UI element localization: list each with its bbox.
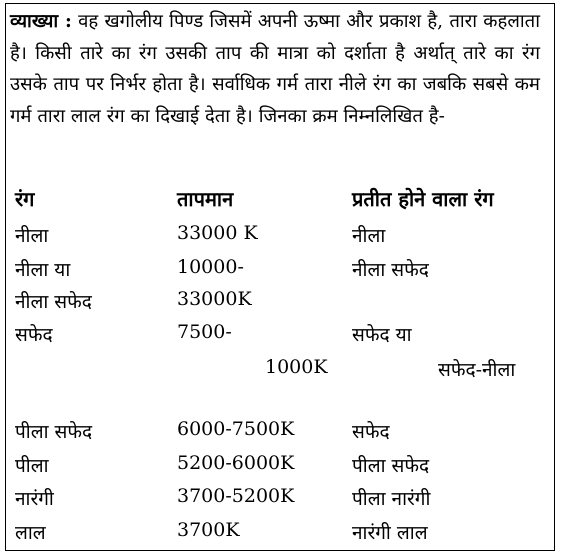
- table-cell-temperature: 6000-7500K: [177, 418, 295, 440]
- explanation-text: वह खगोलीय पिण्ड जिसमें अपनी ऊष्मा और प्रकाश है, तारा कहलाता है। किसी तारे का रंग उसकी ताप की मात्रा को दर्शाता है अर्थात् तारे का रंग उसके ताप पर निर्भर होता है। सर्वाधिक गर्म तारा नीले रंग का जबकि सबसे कम गर्म तारा लाल रंग का दिखाई देता है। जिनका क्रम निम्नलिखित है-: [10, 11, 540, 127]
- table-cell-apparent: सफेद-नीला: [438, 359, 516, 381]
- table-cell-apparent: पीला नारंगी: [352, 488, 431, 510]
- explanation-lead: व्याख्या :: [10, 11, 72, 32]
- table-cell-temperature: 33000 K: [177, 222, 258, 244]
- table-cell-color: सफेद: [15, 324, 53, 346]
- explanation-paragraph: [10, 6, 540, 132]
- table-cell-apparent: पीला सफेद: [352, 455, 430, 477]
- header-temperature: तापमान: [177, 187, 234, 211]
- table-cell-temperature: 3700K: [177, 519, 240, 541]
- table-cell-apparent: नारंगी लाल: [352, 522, 428, 544]
- table-cell-color: लाल: [15, 522, 46, 544]
- table-cell-temperature: 33000K: [177, 288, 252, 310]
- table-cell-apparent: सफेद: [352, 421, 390, 443]
- table-cell-color: नीला: [15, 225, 49, 247]
- table-cell-temperature: 1000K: [265, 356, 328, 378]
- table-cell-apparent: नीला: [352, 225, 386, 247]
- header-color: रंग: [15, 187, 35, 211]
- table-cell-color: पीला: [15, 455, 49, 477]
- table-cell-apparent: सफेद या: [352, 324, 412, 346]
- table-cell-color: पीला सफेद: [15, 421, 93, 443]
- table-cell-temperature: 3700-5200K: [177, 485, 295, 507]
- table-cell-apparent: नीला सफेद: [352, 259, 429, 281]
- table-cell-temperature: 10000-: [177, 256, 244, 278]
- table-cell-temperature: 7500-: [177, 321, 232, 343]
- table-cell-temperature: 5200-6000K: [177, 452, 295, 474]
- table-cell-color: नीला या: [15, 259, 71, 281]
- table-cell-color: नारंगी: [15, 488, 54, 510]
- header-apparent-color: प्रतीत होने वाला रंग: [352, 187, 494, 211]
- table-cell-color: नीला सफेद: [15, 291, 92, 313]
